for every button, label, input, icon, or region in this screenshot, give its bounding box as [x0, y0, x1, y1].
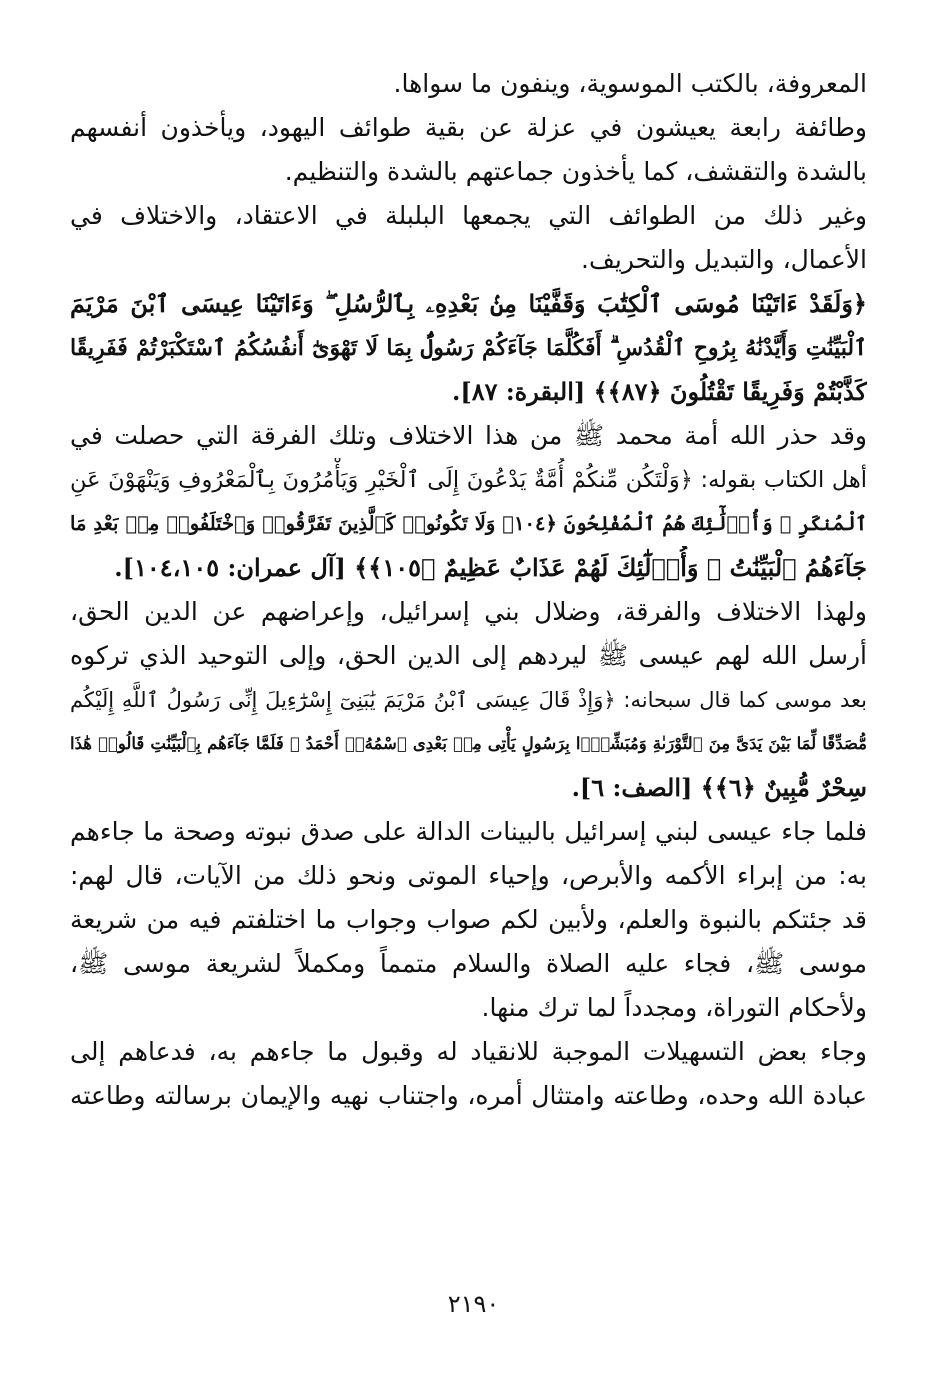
text-line: وجاء بعض التسهيلات الموجبة للانقياد له وقبول ما جاءهم به، فدعاهم إلى [70, 1037, 867, 1066]
text-line: بالشدة والتقشف، كما يأخذون جماعتهم بالشدة والتنظيم. [284, 157, 867, 186]
text-line: وغير ذلك من الطوائف التي يجمعها البلبلة في الاعتقاد، والاختلاف في [70, 201, 867, 230]
quran-verse-line: كَذَّبْتُمْ وَفَرِيقًا تَقْتُلُونَ ﴿٨٧﴾﴾ [البقرة: ٨٧]. [451, 377, 867, 406]
text-line: الأعمال، والتبديل والتحريف. [581, 245, 867, 274]
text-line: قد جئتكم بالنبوة والعلم، ولأبين لكم صواب وجواب ما اختلفتم فيه من شريعة [70, 905, 867, 934]
page-number: ٢١٩٠ [447, 1290, 500, 1318]
text-line: موسى ﷺ، فجاء عليه الصلاة والسلام متمماً ومكملاً لشريعة موسى ﷺ، [70, 949, 867, 978]
quran-verse-line: جَآءَهُمُ ٱلْبَيِّنَٰتُ ۚ وَأُو۟لَٰٓئِكَ لَهُمْ عَذَابٌ عَظِيمٌ ﴿١٠٥﴾﴾ [آل عمران: ١٠٤،١٠٥]. [114, 553, 867, 582]
text-line: أرسل الله لهم عيسى ﷺ ليردهم إلى الدين الحق، وإلى التوحيد الذي تركوه [70, 641, 867, 670]
quran-verse-line: مُّصَدِّقًا لِّمَا بَيْنَ يَدَىَّ مِنَ ٱلتَّوْرَىٰةِ وَمُبَشِّرًۢا بِرَسُولٍ يَأْتِى مِنۢ بَعْدِى ٱسْمُهُۥٓ أَحْمَدُ ۖ فَلَمَّا جَآءَهُم بِٱلْبَيِّنَٰتِ قَالُوا۟ هَٰذَا [70, 734, 867, 753]
text-line: أهل الكتاب بقوله: ﴿وَلْتَكُن مِّنكُمْ أُمَّةٌ يَدْعُونَ إِلَى ٱلْخَيْرِ وَيَأْمُرُونَ بِٱلْمَعْرُوفِ وَيَنْهَوْنَ عَنِ [70, 467, 867, 493]
text-line: وقد حذر الله أمة محمد ﷺ من هذا الاختلاف وتلك الفرقة التي حصلت في [70, 421, 867, 450]
text-line: ولأحكام التوراة، ومجدداً لما ترك منها. [481, 993, 867, 1022]
quran-verse-line: ٱلْمُنكَرِ ۚ وَأُو۟لَٰٓئِكَ هُمُ ٱلْمُفْلِحُونَ ﴿١٠٤﴾ وَلَا تَكُونُوا۟ كَٱلَّذِينَ تَفَرَّقُوا۟ وَٱخْتَلَفُوا۟ مِنۢ بَعْدِ مَا [70, 512, 867, 535]
text-line: المعروفة، بالكتب الموسوية، وينفون ما سواها. [393, 69, 867, 98]
text-line: به: من إبراء الأكمه والأبرص، وإحياء الموتى ونحو ذلك من الآيات، قال لهم: [70, 861, 867, 890]
text-line: بعد موسى كما قال سبحانه: ﴿وَإِذْ قَالَ عِيسَى ٱبْنُ مَرْيَمَ يَٰبَنِىٓ إِسْرَٰٓءِيلَ إِنِّى رَسُولُ ٱللَّهِ إِلَيْكُم [70, 688, 867, 712]
text-line: فلما جاء عيسى لبني إسرائيل بالبينات الدالة على صدق نبوته وصحة ما جاءهم [70, 817, 867, 846]
text-line: ولهذا الاختلاف والفرقة، وضلال بني إسرائيل، وإعراضهم عن الدين الحق، [70, 597, 867, 626]
text-line: عبادة الله وحده، وطاعته وامتثال أمره، واجتناب نهيه والإيمان برسالته وطاعته [70, 1081, 867, 1110]
quran-verse-line: سِحْرٌ مُّبِينٌ ﴿٦﴾﴾ [الصف: ٦]. [571, 773, 867, 802]
quran-verse-line: ٱلْبَيِّنَٰتِ وَأَيَّدْنَٰهُ بِرُوحِ ٱلْقُدُسِ ۗ أَفَكُلَّمَا جَآءَكُمْ رَسُولٌۢ بِمَا لَا تَهْوَىٰٓ أَنفُسُكُمُ ٱسْتَكْبَرْتُمْ فَفَرِيقًا [70, 335, 867, 361]
text-line: وطائفة رابعة يعيشون في عزلة عن بقية طوائف اليهود، ويأخذون أنفسهم [70, 113, 867, 142]
quran-verse-line: ﴿وَلَقَدْ ءَاتَيْنَا مُوسَى ٱلْكِتَٰبَ وَقَفَّيْنَا مِنۢ بَعْدِهِۦ بِٱلرُّسُلِ ۖ وَءَاتَيْنَا عِيسَى ٱبْنَ مَرْيَمَ [70, 289, 867, 318]
